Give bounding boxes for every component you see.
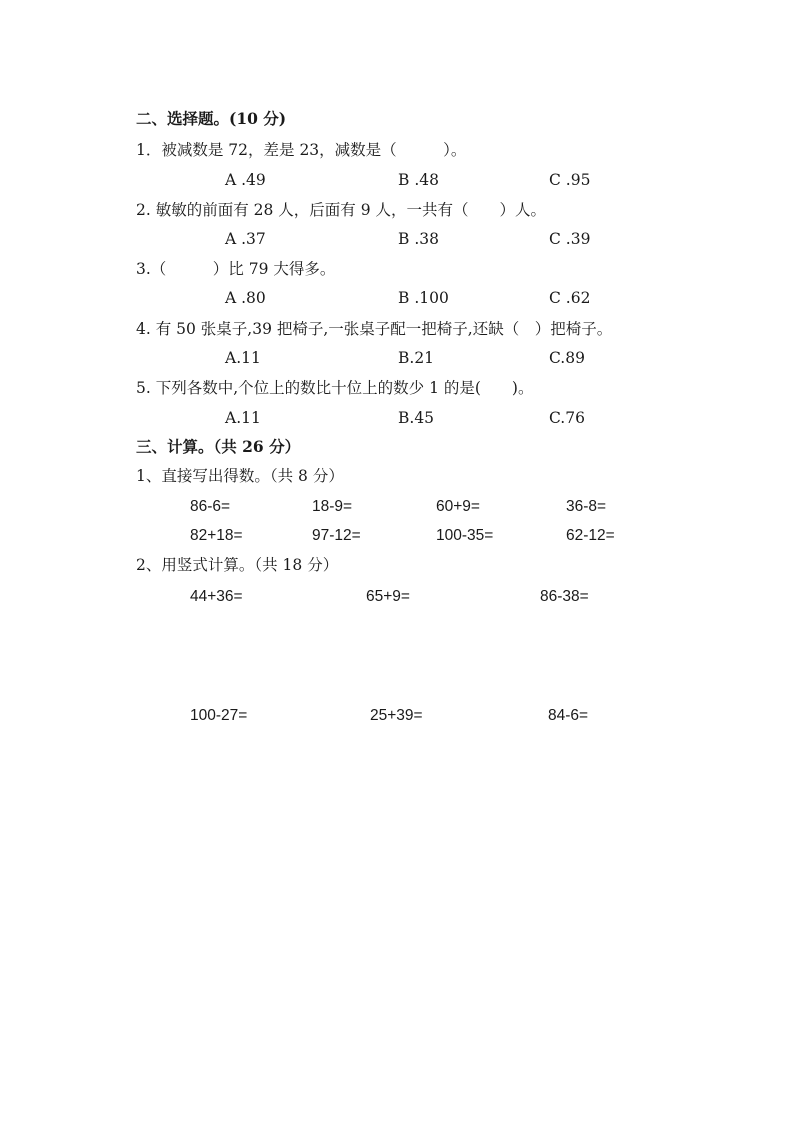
vertical-calc-item: 86-38=: [540, 588, 589, 605]
q1-option-c: C .95: [549, 171, 591, 189]
q1-option-a: A .49: [225, 171, 266, 189]
q4-option-a: A.11: [225, 349, 261, 367]
mental-calc-item: 62-12=: [566, 527, 615, 544]
mental-calc-item: 86-6=: [190, 498, 231, 515]
vertical-calc-item: 84-6=: [548, 707, 589, 724]
mental-calc-item: 36-8=: [566, 498, 607, 515]
q2-option-b: B .38: [398, 230, 439, 248]
vertical-calc-item: 65+9=: [366, 588, 410, 605]
question-3: 3.（ ）比 79 大得多。: [136, 260, 336, 278]
question-4: 4. 有 50 张桌子,39 把椅子,一张桌子配一把椅子,还缺（ ）把椅子。: [136, 320, 613, 338]
question-2: 2. 敏敏的前面有 28 人，后面有 9 人，一共有（ ）人。: [136, 201, 547, 219]
mental-calc-item: 97-12=: [312, 527, 361, 544]
section3-title: 三、计算。（共 26 分）: [136, 437, 301, 456]
mental-calc-item: 100-35=: [436, 527, 494, 544]
vertical-calc-item: 25+39=: [370, 707, 423, 724]
vertical-calc-item: 44+36=: [190, 588, 243, 605]
part2-title: 2、用竖式计算。（共 18 分）: [136, 556, 339, 574]
mental-calc-item: 82+18=: [190, 527, 243, 544]
part1-title: 1、直接写出得数。（共 8 分）: [136, 467, 344, 485]
q1-option-b: B .48: [398, 171, 439, 189]
q2-option-a: A .37: [225, 230, 266, 248]
q4-option-c: C.89: [549, 349, 585, 367]
q3-option-b: B .100: [398, 289, 449, 307]
mental-calc-item: 18-9=: [312, 498, 353, 515]
vertical-calc-item: 100-27=: [190, 707, 248, 724]
section2-title: 二、选择题。(10 分): [136, 109, 287, 128]
q3-option-c: C .62: [549, 289, 591, 307]
q3-option-a: A .80: [225, 289, 266, 307]
q5-option-c: C.76: [549, 409, 585, 427]
question-1: 1．被减数是 72，差是 23，减数是（ ）。: [136, 141, 467, 159]
question-5: 5. 下列各数中,个位上的数比十位上的数少 1 的是( )。: [136, 379, 534, 397]
q5-option-a: A.11: [225, 409, 261, 427]
q2-option-c: C .39: [549, 230, 591, 248]
q5-option-b: B.45: [398, 409, 435, 427]
q4-option-b: B.21: [398, 349, 435, 367]
mental-calc-item: 60+9=: [436, 498, 480, 515]
